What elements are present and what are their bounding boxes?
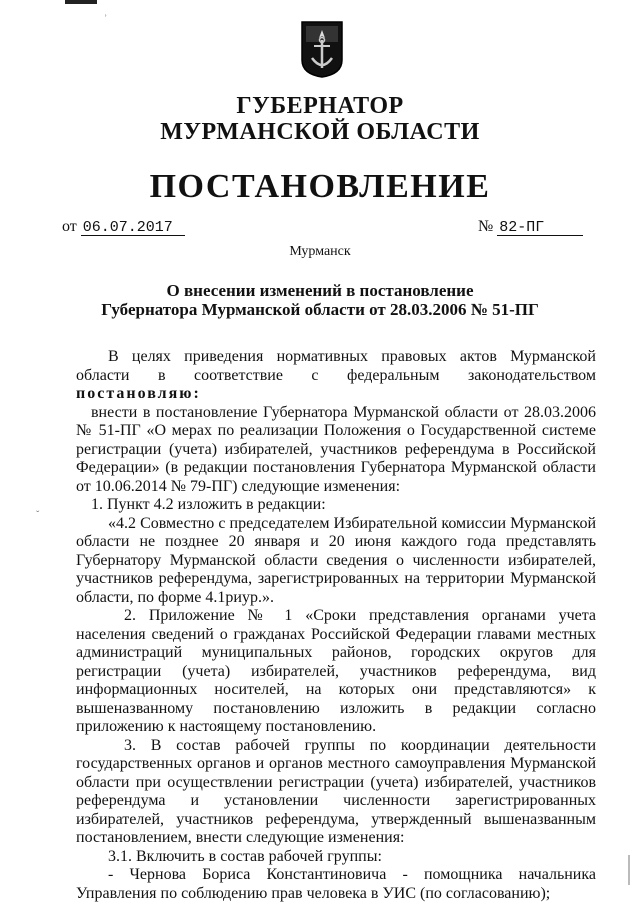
title-line-2: Губернатора Мурманской области от 28.03.2006 № 51-ПГ <box>101 300 539 319</box>
date-value: 06.07.2017 <box>81 220 185 236</box>
scan-artifact-mark: ˇ <box>36 510 40 521</box>
item-3-1: 3.1. Включить в состав рабочей группы: <box>108 847 382 865</box>
date-prefix: от <box>62 218 77 235</box>
title-line-1: О внесении изменений в постановление <box>166 281 474 300</box>
scan-artifact-bar <box>65 0 97 4</box>
item-3-1-a: - Чернова Бориса Константиновича - помощника начальника Управления по соблюдению прав человека в УИС (по согласованию); <box>76 866 596 902</box>
scan-artifact-mark: ʾ <box>104 14 108 25</box>
document-type: ПОСТАНОВЛЕНИЕ <box>149 168 491 205</box>
item-2: 2. Приложение № 1 «Сроки представления органами учета населения сведений о гражданах Российской Федерации главами местных администраций муниципальных районов, городских округов для регистрации (учета) избирателей, участников референдума, вид информационных носителей, на которых они представляются» к вышеназванному постановлению изложить в редакции согласно приложению к настоящему постановлению. <box>76 607 596 735</box>
number-value: 82-ПГ <box>497 220 583 236</box>
item-1-quote: «4.2 Совместно с председателем Избирательной комиссии Мурманской области не позднее 20 января и 20 июня каждого года представлять Губернатору Мурманской области сведения о численности избирателей, участников референдума, зарегистрированных на территории Мурманской области, по форме 4.1риур.». <box>76 514 596 606</box>
preamble: В целях приведения нормативных правовых актов Мурманской области в соответствие с федеральным законодательством постановляю: <box>76 348 596 402</box>
intro-paragraph: внести в постановление Губернатора Мурманской области от 28.03.2006 № 51-ПГ «О мерах по реализации Положения о Государственной системе регистрации (учета) избирателей, участников референдума в Российской Федерации» (в редакции постановления Губернатора Мурманской области от 10.06.2014 № 79-ПГ) следующие изменения: <box>76 403 596 495</box>
number-field <box>478 218 583 236</box>
item-3: 3. В состав рабочей группы по координации деятельности государственных органов и органов местного самоуправления Мурманской области при осуществлении регистрации (учета) избирателей, участников референдума и установлении численности зарегистрированных избирателей, участников референдума, утвержденный вышеназванным постановлением, внести следующие изменения: <box>76 736 596 846</box>
coat-of-arms-icon <box>300 20 344 78</box>
authority-line-1: ГУБЕРНАТОР <box>236 93 404 119</box>
number-prefix: № <box>478 218 494 235</box>
authority-line-2: МУРМАНСКОЙ ОБЛАСТИ <box>160 119 480 145</box>
city: Мурманск <box>289 244 351 259</box>
document-body <box>76 348 596 903</box>
item-1: 1. Пункт 4.2 изложить в редакции: <box>91 496 326 513</box>
preamble-decree-word: постановляю: <box>76 385 201 402</box>
scan-edge-mark <box>628 855 630 885</box>
date-field <box>62 218 185 236</box>
